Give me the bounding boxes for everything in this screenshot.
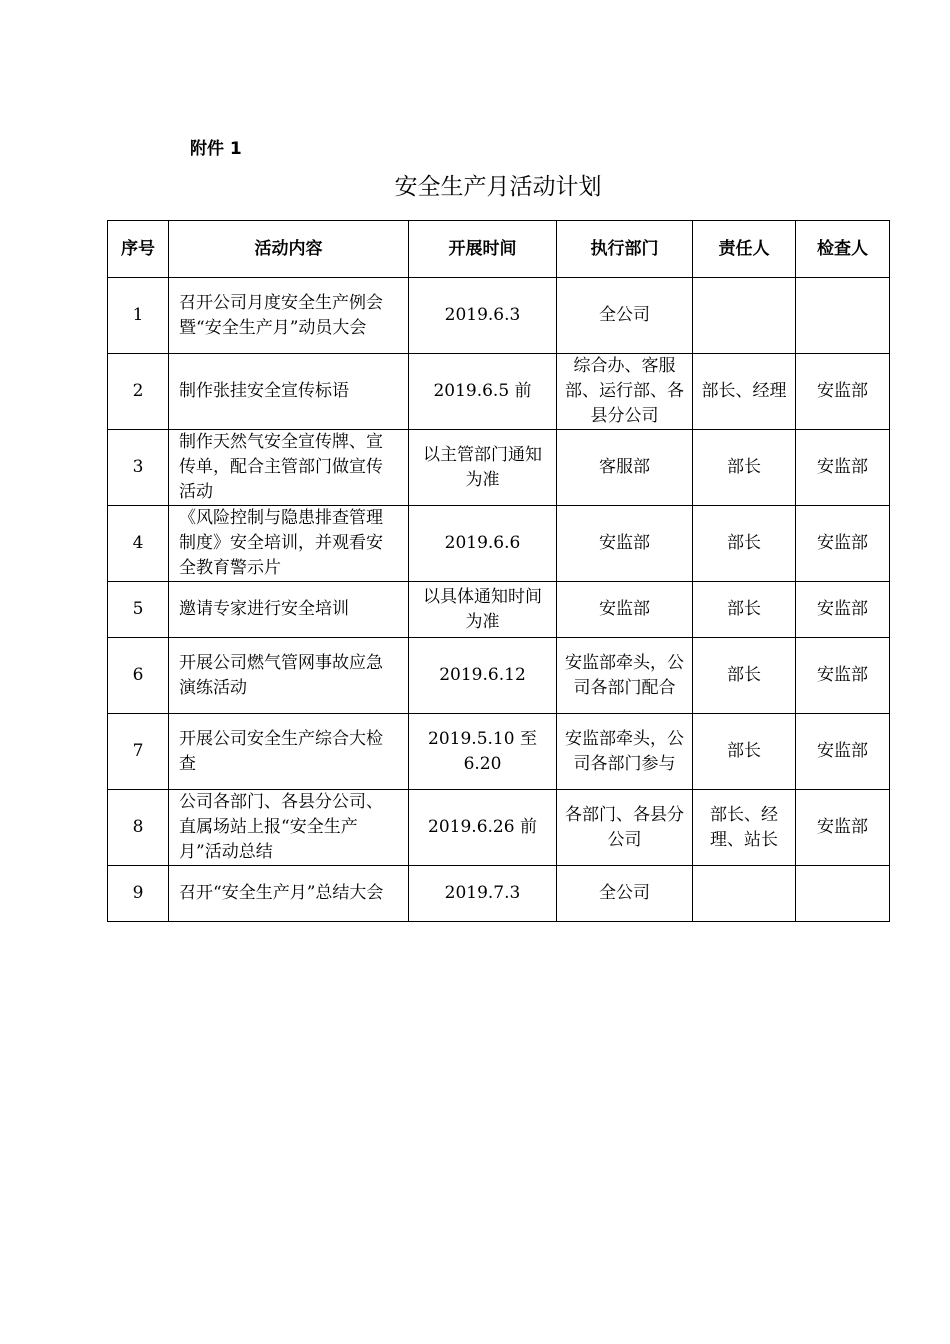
cell-dept: 全公司 [557, 278, 693, 354]
cell-content: 召开公司月度安全生产例会暨“安全生产月”动员大会 [169, 278, 409, 354]
cell-content: 召开“安全生产月”总结大会 [169, 866, 409, 922]
cell-dept: 安监部牵头，公司各部门参与 [557, 714, 693, 790]
table-row [108, 582, 890, 638]
cell-time: 以具体通知时间为准 [409, 582, 557, 638]
cell-owner: 部长 [693, 638, 796, 714]
cell-dept: 综合办、客服部、运行部、各县分公司 [557, 354, 693, 430]
cell-dept: 客服部 [557, 430, 693, 506]
cell-content: 开展公司燃气管网事故应急演练活动 [169, 638, 409, 714]
activity-plan-table [107, 220, 890, 922]
cell-owner [693, 278, 796, 354]
cell-checker: 安监部 [796, 638, 890, 714]
cell-no: 6 [108, 638, 169, 714]
cell-owner: 部长 [693, 430, 796, 506]
header-content: 活动内容 [169, 221, 409, 278]
table-row [108, 714, 890, 790]
cell-owner [693, 866, 796, 922]
table-header-row [108, 221, 890, 278]
header-no: 序号 [108, 221, 169, 278]
cell-checker: 安监部 [796, 714, 890, 790]
cell-no: 4 [108, 506, 169, 582]
header-dept: 执行部门 [557, 221, 693, 278]
cell-owner: 部长 [693, 714, 796, 790]
table-row [108, 430, 890, 506]
cell-time: 2019.7.3 [409, 866, 557, 922]
table-row [108, 354, 890, 430]
cell-checker: 安监部 [796, 506, 890, 582]
cell-content: 制作张挂安全宣传标语 [169, 354, 409, 430]
cell-time: 以主管部门通知为准 [409, 430, 557, 506]
cell-dept: 安监部牵头，公司各部门配合 [557, 638, 693, 714]
table-row [108, 638, 890, 714]
cell-content: 公司各部门、各县分公司、直属场站上报“安全生产月”活动总结 [169, 790, 409, 866]
cell-time: 2019.6.3 [409, 278, 557, 354]
cell-owner: 部长、经理、站长 [693, 790, 796, 866]
table-row [108, 790, 890, 866]
cell-checker [796, 278, 890, 354]
cell-content: 制作天然气安全宣传牌、宣传单，配合主管部门做宣传活动 [169, 430, 409, 506]
cell-time: 2019.6.5 前 [409, 354, 557, 430]
cell-time: 2019.5.10 至 6.20 [409, 714, 557, 790]
cell-time: 2019.6.6 [409, 506, 557, 582]
cell-content: 开展公司安全生产综合大检查 [169, 714, 409, 790]
cell-time: 2019.6.26 前 [409, 790, 557, 866]
cell-checker [796, 866, 890, 922]
cell-no: 9 [108, 866, 169, 922]
table-row [108, 506, 890, 582]
table-row [108, 278, 890, 354]
cell-checker: 安监部 [796, 582, 890, 638]
cell-checker: 安监部 [796, 430, 890, 506]
cell-no: 3 [108, 430, 169, 506]
attachment-label: 附件 1 [190, 139, 242, 159]
header-owner: 责任人 [693, 221, 796, 278]
header-checker: 检查人 [796, 221, 890, 278]
cell-content: 《风险控制与隐患排查管理制度》安全培训，并观看安全教育警示片 [169, 506, 409, 582]
cell-dept: 全公司 [557, 866, 693, 922]
cell-dept: 安监部 [557, 582, 693, 638]
cell-no: 2 [108, 354, 169, 430]
cell-owner: 部长 [693, 506, 796, 582]
table-row [108, 866, 890, 922]
cell-content: 邀请专家进行安全培训 [169, 582, 409, 638]
cell-checker: 安监部 [796, 790, 890, 866]
cell-time: 2019.6.12 [409, 638, 557, 714]
cell-no: 5 [108, 582, 169, 638]
cell-owner: 部长、经理 [693, 354, 796, 430]
cell-no: 7 [108, 714, 169, 790]
cell-no: 8 [108, 790, 169, 866]
cell-checker: 安监部 [796, 354, 890, 430]
document-title: 安全生产月活动计划 [394, 174, 602, 200]
cell-dept: 各部门、各县分公司 [557, 790, 693, 866]
header-time: 开展时间 [409, 221, 557, 278]
cell-owner: 部长 [693, 582, 796, 638]
cell-dept: 安监部 [557, 506, 693, 582]
cell-no: 1 [108, 278, 169, 354]
